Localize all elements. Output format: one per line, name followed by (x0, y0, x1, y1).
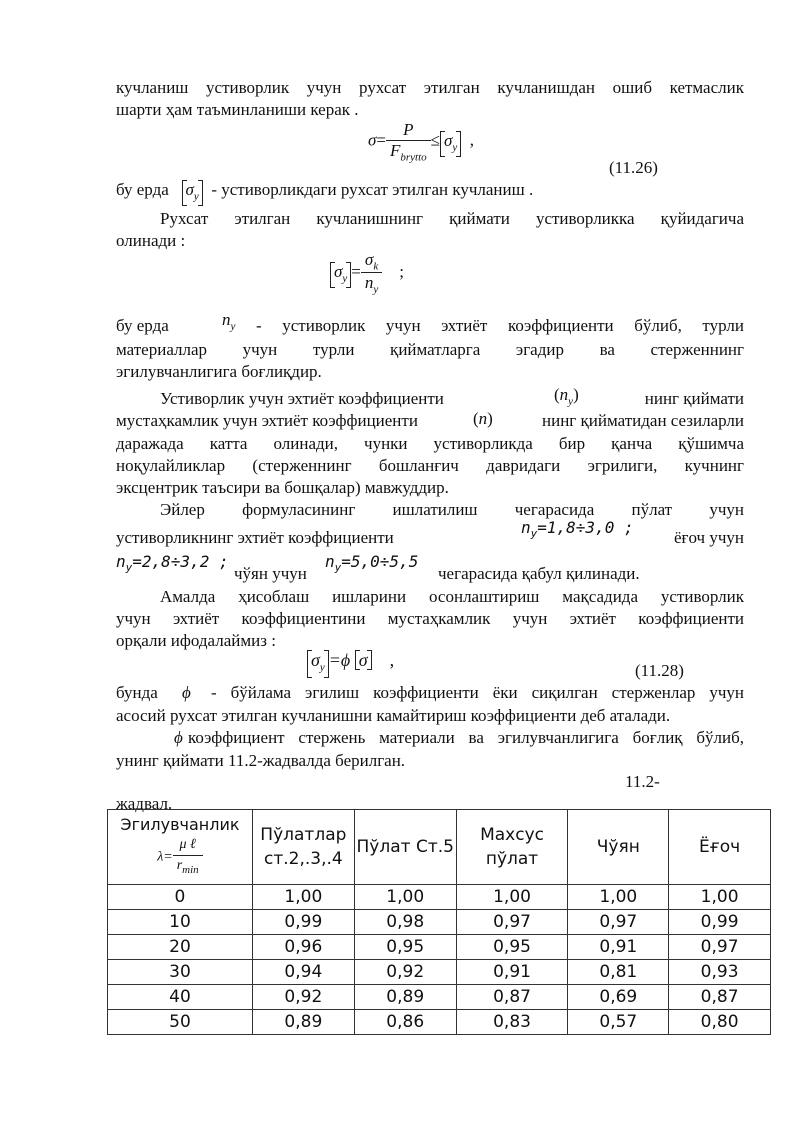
table-cell: 30 (108, 960, 253, 985)
paragraph-line: олинади : (116, 231, 186, 250)
table-cell: 0,96 (252, 935, 354, 960)
table-cell: 0,99 (252, 910, 354, 935)
table-row (108, 935, 771, 960)
eq-fraction (386, 120, 431, 163)
paragraph-line: ноқулайликлар (стерженнинг бошланғич давридаги эгрилиги, кучнинг (116, 456, 744, 475)
symbol-n-y: $(n_y)$ (554, 385, 579, 408)
table-cell: 0,93 (669, 960, 771, 985)
eq-bracket: $\sigma_y$ (440, 131, 461, 157)
table-cell: 0,69 (568, 985, 669, 1010)
table-row (108, 985, 771, 1010)
paragraph-line: Эйлер формуласининг ишлатилиш чегарасида пўлат учун (160, 500, 744, 519)
table-cell: 0,81 (568, 960, 669, 985)
equation-number: (11.26) (609, 158, 658, 177)
table-cell: 0,97 (669, 935, 771, 960)
paragraph-line: эгилувчанлигига боғлиқдир. (116, 362, 322, 381)
table-row (108, 885, 771, 910)
table-cell: 0,89 (354, 985, 456, 1010)
paragraph-line: Амалда ҳисоблаш ишларини осонлаштириш мақсадида устиворлик (160, 587, 744, 606)
table-cell: 0,92 (354, 960, 456, 985)
table-cell: 0,91 (456, 960, 568, 985)
symbol-phi: ϕ (182, 683, 191, 702)
table-cell: 0,87 (669, 985, 771, 1010)
table-cell: 0,95 (456, 935, 568, 960)
table-caption: жадвал. (116, 794, 173, 813)
table-cell: 1,00 (252, 885, 354, 910)
eq-comma: , (469, 130, 475, 150)
table-header-cell: Махсус пўлат (456, 810, 568, 885)
paragraph-line: эксцентрик таъсири ва бошқалар) мавжуддир. (116, 478, 449, 497)
table-cell: 0,92 (252, 985, 354, 1010)
paragraph-line: орқали ифодалаймиз : (116, 631, 276, 650)
eq-symbol: σ (368, 130, 377, 150)
equation-n-y-wood: $n_y=2,8\div 3,2$ ; (116, 552, 229, 575)
table-cell: 0,86 (354, 1010, 456, 1035)
table-caption-number: 11.2- (625, 772, 660, 791)
table-row (108, 910, 771, 935)
equation-11-28: $\sigma_y =\phi$ σ , (307, 650, 394, 678)
table-cell: 0,95 (354, 935, 456, 960)
table-cell: 0,99 (669, 910, 771, 935)
paragraph-line: $n_y=2,8\div 3,2$ ; чўян учун $n_y=5,0\div 5,5$ чегарасида қабул қилинади. (116, 552, 640, 583)
paragraph-line: кучланиш устиворлик учун рухсат этилган кучланишдан ошиб кетмаслик (116, 78, 744, 97)
paragraph-line: Устиворлик учун эхтиёт коэффициенти $(n_y)$ нинг қиймати (160, 385, 744, 408)
eq-fraction: $\frac{\sigma_k}{n_y}$ (361, 250, 382, 296)
equation-n-y-steel: $n_y=1,8\div 3,0$ ; (521, 518, 634, 541)
table-cell: 50 (108, 1010, 253, 1035)
table-header-cell: Пўлатлар ст.2,.3,.4 (252, 810, 354, 885)
table-cell: 20 (108, 935, 253, 960)
paragraph-line: даражада катта олинади, чунки устиворликда бир қанча қўшимча (116, 434, 744, 453)
table-cell: 0,94 (252, 960, 354, 985)
table-header-cell: Ёғоч (669, 810, 771, 885)
eq-denominator: $F_{brytto}$ (389, 141, 427, 164)
table-cell: 0,57 (568, 1010, 669, 1035)
paragraph-line: материаллар учун турли қийматларга эгадир ва стерженнинг (116, 340, 744, 359)
paragraph-line: шарти ҳам таъминланиши керак . (116, 100, 359, 119)
coefficient-table (107, 809, 771, 1035)
paragraph-line: устиворликнинг эхтиёт коэффициенти $n_y=1,8\div 3,0$ ; ёғоч учун (116, 518, 744, 547)
paragraph-line: унинг қиймати 11.2-жадвалда берилган. (116, 751, 406, 770)
symbol-n-y: $n_y$ (222, 310, 236, 333)
table-cell: 0,91 (568, 935, 669, 960)
table-cell: 0,98 (354, 910, 456, 935)
table-cell: 1,00 (568, 885, 669, 910)
symbol-sigma-y: $\sigma_y$ (182, 180, 203, 206)
eq-numerator: P (386, 120, 431, 141)
paragraph-line: бунда ϕ - бўйлама эгилиш коэффициенти ёки сиқилган стерженлар учун (116, 683, 744, 702)
paragraph-line: асосий рухсат этилган кучланишни камайтириш коэффициенти деб аталади. (116, 706, 671, 725)
paragraph-line: бу ерда $\sigma_y$ - устиворликдаги рухсат этилган кучланиш . (116, 180, 533, 206)
equation-number: (11.28) (635, 661, 684, 680)
table-header-cell: Чўян (568, 810, 669, 885)
table-cell: 0,97 (568, 910, 669, 935)
symbol-phi: ϕ (174, 728, 183, 747)
table-cell: 0,97 (456, 910, 568, 935)
paragraph-line: мустаҳкамлик учун эхтиёт коэффициенти (n) нинг қийматидан сезиларли (116, 409, 744, 430)
table-cell: 0,89 (252, 1010, 354, 1035)
equation-allowable-stress: $\sigma_y$ = $\frac{\sigma_k}{n_y}$ ; (330, 250, 404, 296)
table-cell: 0,87 (456, 985, 568, 1010)
table-cell: 0,80 (669, 1010, 771, 1035)
table-cell: 40 (108, 985, 253, 1010)
document-page: кучланиш устиворлик учун рухсат этилган кучланишдан ошиб кетмаслик шарти ҳам таъминланиши керак . σ= $\frac{P}{F_{brytto}}$ ≤ $\sigma_y$ , (11.26) бу ерда $\sigma_y$ - устиворликдаги рухсат этилган кучланиш . Рухсат этилган кучланишнинг қиймати устиворликка қуйидагича олинади : $\sigma_y$ = $\frac{\sigma_k}{n_y}$ ; бу ерда $n_y$ - устиворлик учун эхтиёт коэффициенти бўлиб, турли материаллар учун турли қийматларга эгадир ва стерженнинг эгилувчанлигига боғлиқдир. Устиворлик учун эхтиёт коэффициенти $(n_y)$ нинг қиймати мустаҳкамлик учун эхтиёт коэффициенти (n) нинг қийматидан сезиларли даражада катта олинади, чунки устиворликда бир қанча қўшимча ноқулайликлар (стерженнинг бошланғич давридаги эгрилиги, кучнинг эксцентрик таъсири ва бошқалар) мавжуддир. Эйлер формуласининг ишлатилиш чегарасида пўлат учун устиворликнинг эхтиёт коэффициенти $n_y=1,8\div 3,0$ ; ёғоч учун $n_y=2,8\div 3,2$ ; чўян учун $n_y=5,0\div 5,5$ чегарасида қабул қилинади. Амалда ҳисоблаш ишларини осонлаштириш мақсадида устиворлик учун эхтиёт коэффициентини мустаҳкамлик учун эхтиёт коэффициенти орқали ифодалаймиз : $\sigma_y =\phi$ σ , (11.28) бунда ϕ - бўйлама эгилиш коэффициенти ёки сиқилган стерженлар учун асосий рухсат этилган кучланишни камайтириш коэффициенти деб аталади. ϕ коэффициент стержень материали ва эгилувчанлигига боғлиқ бўлиб, унинг қиймати 11.2-жадвалда берилган. 11.2- жадвал. Эгилувчанлик λ= $\frac{\text{μ ℓ}}{r_{min}}$ Пўлатлар ст.2,.3,.4 Пўлат Ст.5 Махсус пўлат Чўян Ёғоч 0 1,00 1,00 1,00 1,00 1,00 10 0,99 0,98 0,97 0,97 0,99 20 0,96 0,95 0,95 0,91 0,97 30 0,94 0,92 0,91 0,81 0,93 40 0,92 0,89 0,87 0,69 0,87 50 0,89 0,86 0,83 0,57 0,80 (0, 0, 800, 1131)
equation-n-y-cast-iron: $n_y=5,0\div 5,5$ (325, 552, 419, 575)
table-row (108, 1010, 771, 1035)
symbol-n: (n) (473, 409, 493, 428)
paragraph-line: бу ерда $n_y$ - устиворлик учун эхтиёт коэффициенти бўлиб, турли (116, 310, 744, 335)
table-cell: 1,00 (456, 885, 568, 910)
table-cell: 0 (108, 885, 253, 910)
table-header-row (108, 810, 771, 885)
table-row (108, 960, 771, 985)
table-cell: 0,83 (456, 1010, 568, 1035)
table-header-slenderness: Эгилувчанлик λ= $\frac{\text{μ ℓ}}{r_{min}}$ (108, 810, 253, 885)
table-cell: 1,00 (354, 885, 456, 910)
paragraph-line: учун эхтиёт коэффициентини мустаҳкамлик учун эхтиёт коэффициенти (116, 609, 744, 628)
table-cell: 1,00 (669, 885, 771, 910)
table-header-cell: Пўлат Ст.5 (354, 810, 456, 885)
table-cell: 10 (108, 910, 253, 935)
paragraph-line: Рухсат этилган кучланишнинг қиймати устиворликка қуйидагича (160, 209, 744, 228)
equation-11-26: σ= $\frac{P}{F_{brytto}}$ ≤ $\sigma_y$ , (368, 120, 475, 164)
